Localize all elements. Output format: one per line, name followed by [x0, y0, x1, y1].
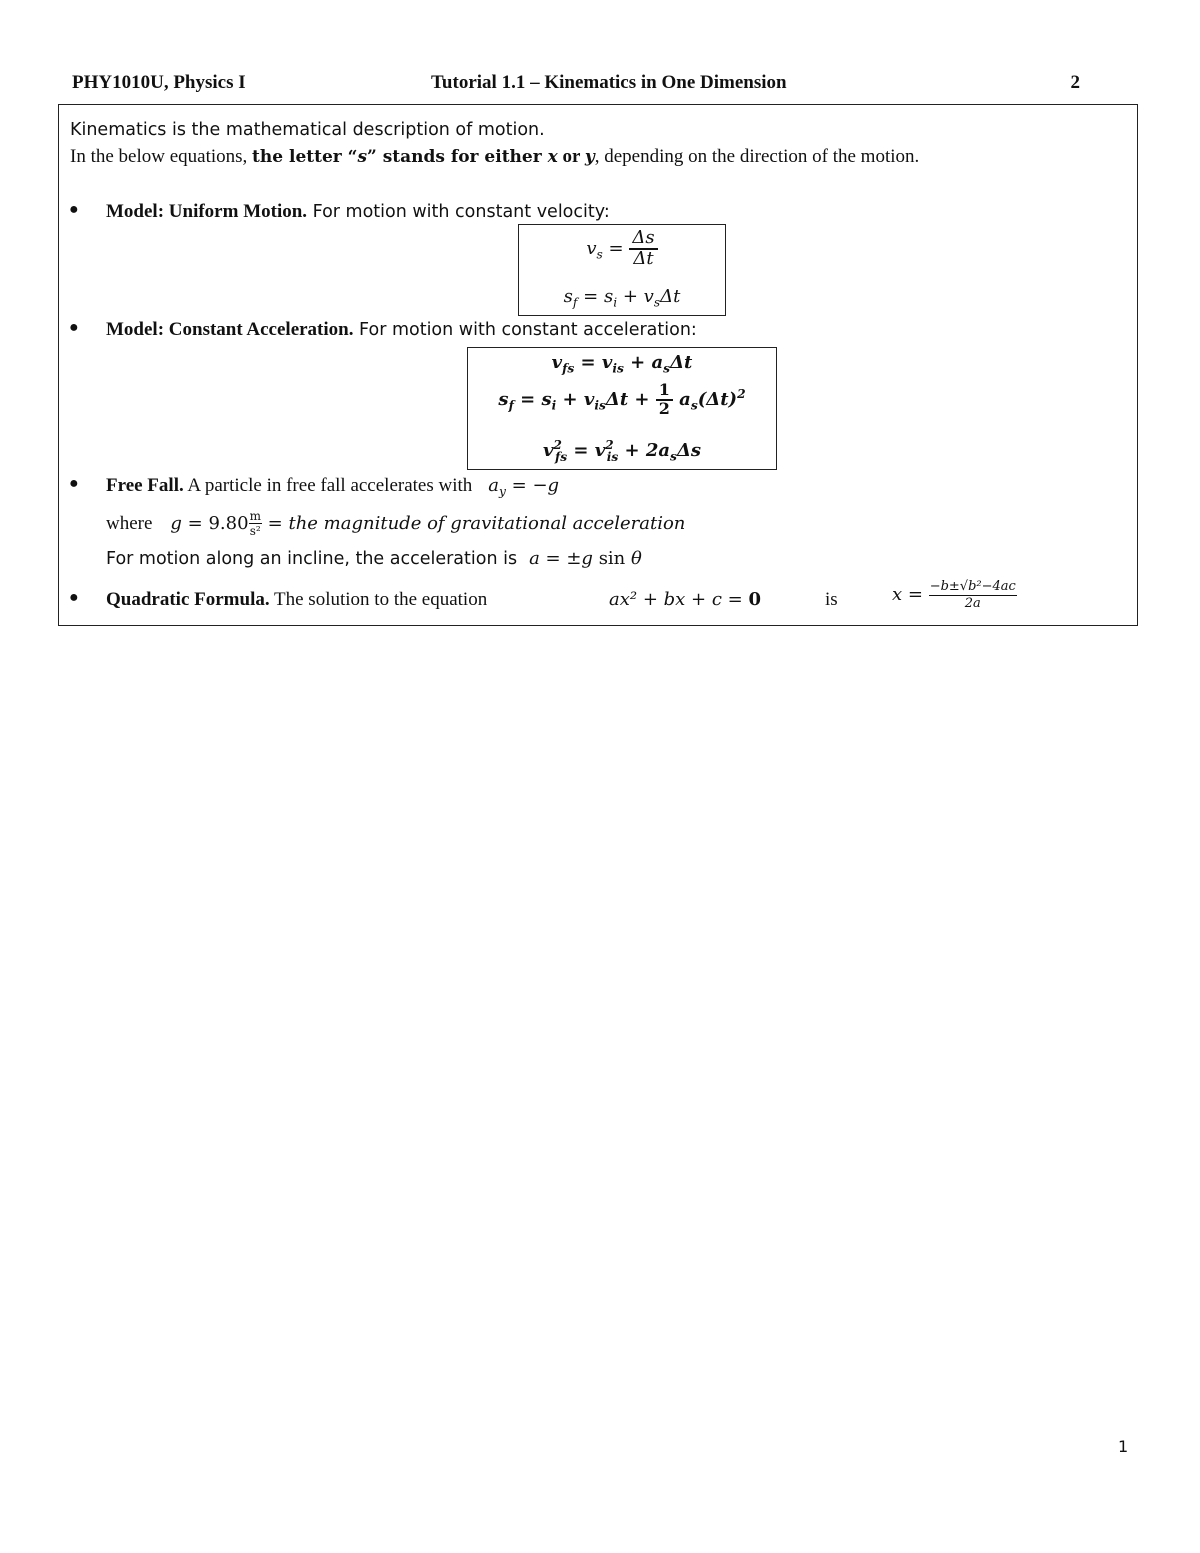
- velocity-equation: $v_s$ = $\frac{\Delta s}{\Delta t}$: [519, 229, 725, 269]
- header-number: 2: [1070, 72, 1080, 93]
- bullet-dot: ●: [69, 201, 79, 218]
- quadratic-equation: ax² + bx + c = 0: [609, 589, 761, 610]
- tutorial-title: Tutorial 1.1 – Kinematics in One Dimension: [431, 72, 787, 93]
- gravity-equation: g = 9.80 $\frac{m}{\text{s²}}$ = the magnitude of gravitational acceleration: [170, 509, 686, 539]
- velocity-position-equation: $v^2_{fs} = v^2_{is} + 2a_s\Delta s$: [542, 438, 702, 464]
- constant-accel-label: Model: Constant Acceleration.: [106, 319, 354, 340]
- position-equation: $s_f = s_i + v_s\Delta t$: [563, 286, 681, 310]
- free-fall-text: A particle in free fall accelerates with: [183, 475, 473, 496]
- bullet-dot: ●: [69, 475, 79, 492]
- quadratic-label: Quadratic Formula.: [106, 589, 270, 610]
- intro-line-2: In the below equations, the letter “s” stands for either x or y, depending on the direction of the motion.: [70, 146, 920, 167]
- course-title: PHY1010U, Physics I: [72, 72, 246, 93]
- where-label: where: [106, 512, 153, 534]
- constant-accel-text: For motion with constant acceleration:: [353, 320, 697, 340]
- page-number: 1: [1118, 1437, 1129, 1456]
- quadratic-text: The solution to the equation: [269, 589, 488, 610]
- page-header: [72, 72, 1080, 100]
- velocity-time-equation: $v_{fs} = v_{is} + a_s\Delta t$: [551, 352, 693, 376]
- uniform-label: Model: Uniform Motion.: [106, 201, 308, 222]
- summary-box: [58, 104, 1138, 626]
- incline-text: For motion along an incline, the acceleration is: [106, 549, 518, 569]
- constant-accel-equation-box: [467, 347, 777, 470]
- uniform-text: For motion with constant velocity:: [307, 202, 610, 222]
- free-fall-label: Free Fall.: [106, 475, 184, 496]
- incline-equation: a = ±g sin θ: [529, 548, 642, 569]
- bullet-dot: ●: [69, 319, 79, 336]
- bullet-dot: ●: [69, 589, 79, 606]
- is-label: is: [825, 589, 838, 610]
- position-time-equation: $s_f = s_i + v_{is}\Delta t$ + $\frac{1}{2}$ $a_s(\Delta t)^2$: [498, 380, 746, 418]
- quadratic-solution: x = $\frac{\text{−b±√b²−4ac}}{2a}$: [892, 579, 1016, 611]
- intro-line-1: Kinematics is the mathematical description of motion.: [70, 120, 545, 140]
- uniform-equation-box: [518, 224, 726, 316]
- free-fall-equation: $a_y = -g$: [488, 475, 560, 499]
